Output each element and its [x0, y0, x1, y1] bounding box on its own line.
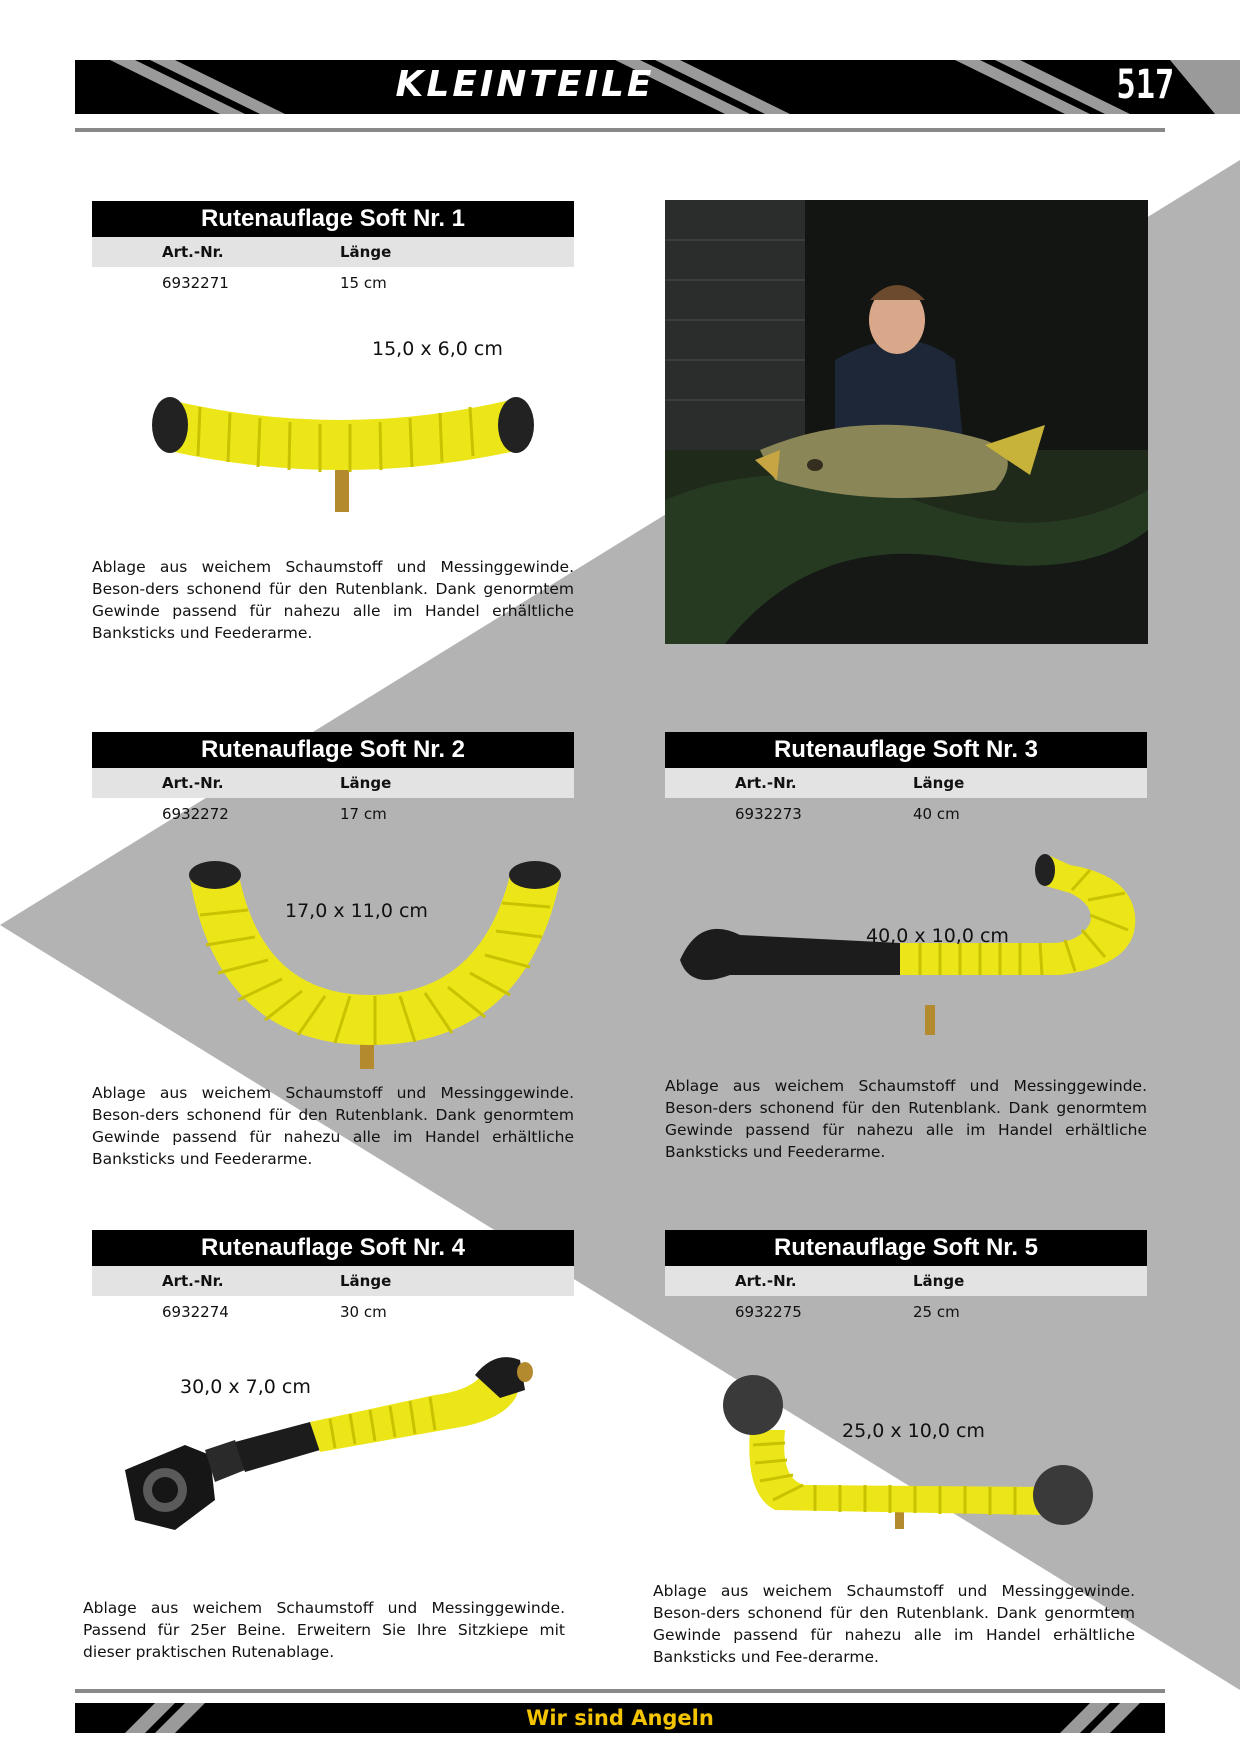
length-value: 25 cm: [913, 1303, 960, 1321]
length-value: 40 cm: [913, 805, 960, 823]
spec-header: [665, 1266, 1147, 1296]
rod-rest-2-image: [180, 855, 570, 1075]
col-laenge: Länge: [340, 1272, 392, 1290]
product-block-3: [665, 732, 1147, 828]
spec-row: [92, 267, 574, 297]
product-description: Ablage aus weichem Schaumstoff und Messinggewinde. Beson-ders schonend für den Rutenblank. Dank genormtem Gewinde passend für nahezu alle im Handel erhältliche Banksticks und Feederarme.: [92, 558, 574, 642]
product-block-1: [92, 201, 574, 297]
footer-bar: [75, 1703, 1165, 1733]
spec-header: [92, 237, 574, 267]
col-art-nr: Art.-Nr.: [162, 774, 224, 792]
footer-slogan: Wir sind Angeln: [526, 1706, 714, 1730]
spec-row: [92, 798, 574, 828]
angler-photo: [665, 200, 1148, 644]
product-description: Ablage aus weichem Schaumstoff und Messinggewinde. Beson-ders schonend für den Rutenblank. Dank genormtem Gewinde passend für nahezu alle im Handel erhältliche Banksticks und Fee-derarme.: [653, 1582, 1135, 1666]
product-block-5: [665, 1230, 1147, 1326]
product-title: Rutenauflage Soft Nr. 2: [92, 732, 574, 768]
dimensions-label: 25,0 x 10,0 cm: [842, 1420, 985, 1442]
product-title: Rutenauflage Soft Nr. 3: [665, 732, 1147, 768]
product-title: Rutenauflage Soft Nr. 5: [665, 1230, 1147, 1266]
col-art-nr: Art.-Nr.: [162, 1272, 224, 1290]
dimensions-label: 15,0 x 6,0 cm: [372, 338, 503, 360]
spec-row: [665, 1296, 1147, 1326]
product-block-4: [92, 1230, 574, 1326]
spec-header: [665, 768, 1147, 798]
art-nr-value: 6932275: [735, 1303, 802, 1321]
product-title: Rutenauflage Soft Nr. 1: [92, 201, 574, 237]
spec-row: [92, 1296, 574, 1326]
page-number: 517: [1116, 62, 1174, 108]
product-description: Ablage aus weichem Schaumstoff und Messinggewinde. Beson-ders schonend für den Rutenblank. Dank genormtem Gewinde passend für nahezu alle im Handel erhältliche Banksticks und Feederarme.: [92, 1084, 574, 1168]
col-laenge: Länge: [340, 774, 392, 792]
length-value: 30 cm: [340, 1303, 387, 1321]
art-nr-value: 6932273: [735, 805, 802, 823]
spec-row: [665, 798, 1147, 828]
col-art-nr: Art.-Nr.: [735, 774, 797, 792]
product-title: Rutenauflage Soft Nr. 4: [92, 1230, 574, 1266]
header-bar: [75, 60, 1240, 114]
col-laenge: Länge: [340, 243, 392, 261]
product-block-2: [92, 732, 574, 828]
product-description: Ablage aus weichem Schaumstoff und Messinggewinde. Beson-ders schonend für den Rutenblank. Dank genormtem Gewinde passend für nahezu alle im Handel erhältliche Banksticks und Feederarme.: [665, 1077, 1147, 1161]
col-laenge: Länge: [913, 774, 965, 792]
col-art-nr: Art.-Nr.: [735, 1272, 797, 1290]
dimensions-label: 17,0 x 11,0 cm: [285, 900, 428, 922]
art-nr-value: 6932272: [162, 805, 229, 823]
photo-illustration: [665, 200, 1148, 644]
spec-header: [92, 1266, 574, 1296]
col-laenge: Länge: [913, 1272, 965, 1290]
section-title: KLEINTEILE: [395, 64, 655, 105]
spec-header: [92, 768, 574, 798]
header-rule: [75, 128, 1165, 132]
length-value: 15 cm: [340, 274, 387, 292]
col-art-nr: Art.-Nr.: [162, 243, 224, 261]
product-description: Ablage aus weichem Schaumstoff und Messinggewinde. Passend für 25er Beine. Erweitern Sie Ihre Sitzkiepe mit dieser praktischen Rutenablage.: [83, 1599, 565, 1661]
art-nr-value: 6932271: [162, 274, 229, 292]
art-nr-value: 6932274: [162, 1303, 229, 1321]
rod-rest-5-image: [715, 1375, 1105, 1560]
footer-rule: [75, 1689, 1165, 1693]
dimensions-label: 30,0 x 7,0 cm: [180, 1376, 311, 1398]
rod-rest-4-image: [105, 1350, 545, 1560]
dimensions-label: 40,0 x 10,0 cm: [866, 925, 1009, 947]
length-value: 17 cm: [340, 805, 387, 823]
rod-rest-1-image: [150, 380, 540, 520]
